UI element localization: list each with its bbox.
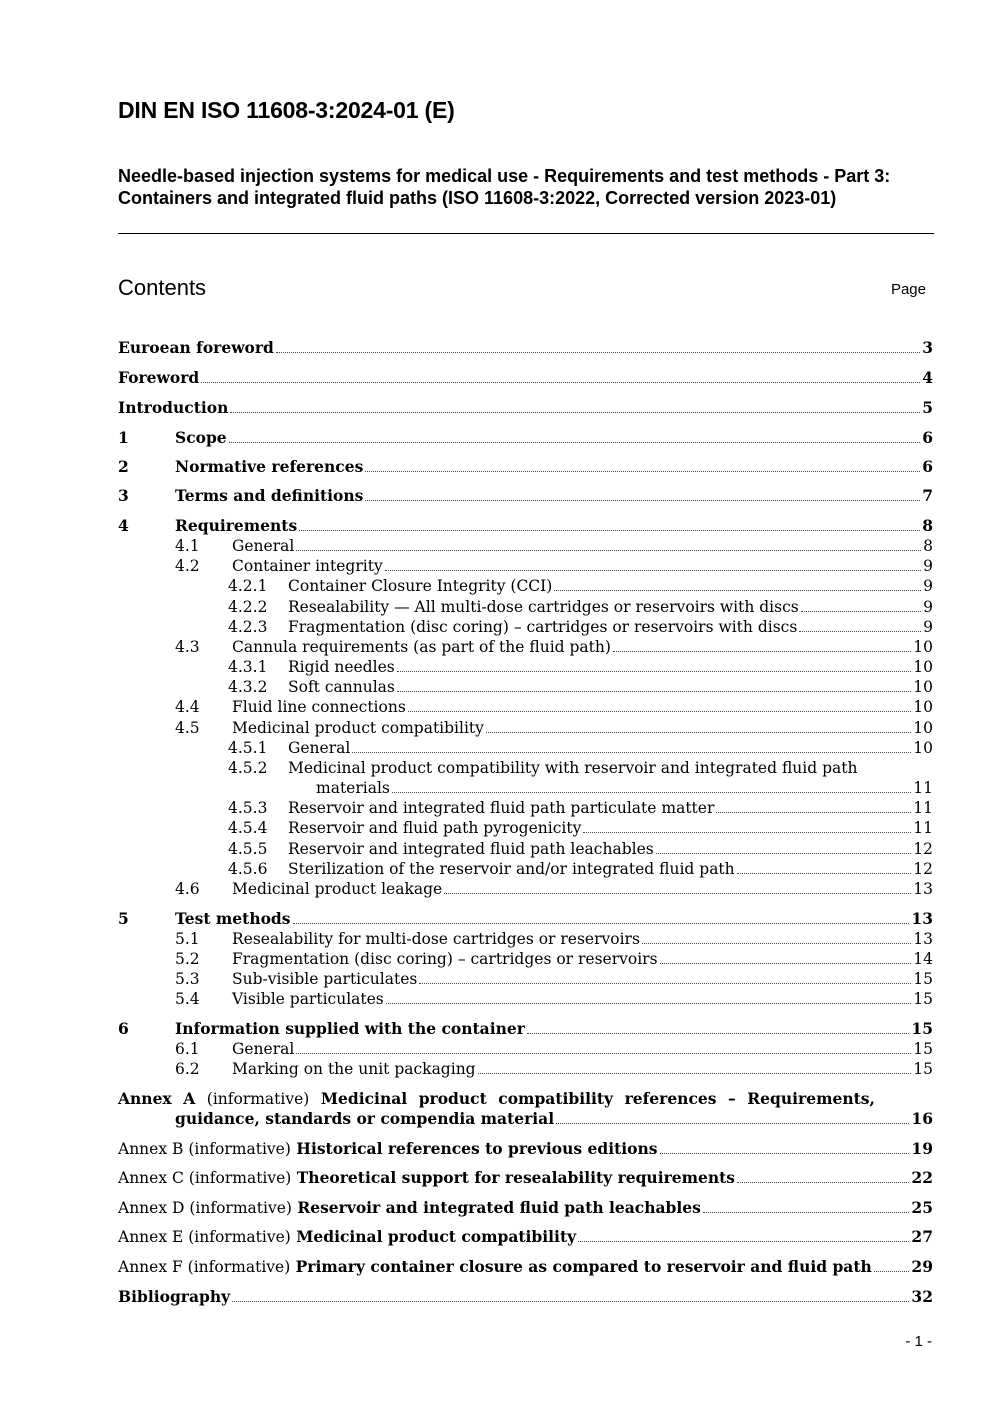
toc-page: 10 — [913, 698, 933, 716]
annex-word: – — [728, 1089, 736, 1108]
dot-leader — [296, 1039, 911, 1054]
toc-entry-4-5[interactable] — [118, 718, 933, 738]
page-number: - 1 - — [905, 1333, 932, 1350]
toc-entry-4-2-2[interactable] — [118, 597, 933, 617]
toc-title: General — [232, 537, 295, 555]
toc-entry-4-5-2-continued[interactable] — [118, 778, 933, 798]
toc-entry-annex-a[interactable] — [118, 1089, 875, 1109]
toc-page: 16 — [911, 1109, 933, 1128]
toc-entry-4-2-3[interactable] — [118, 617, 933, 637]
toc-number: 4.5.5 — [228, 840, 268, 858]
toc-title: Test methods — [175, 909, 291, 928]
toc-number: 4.2.3 — [228, 618, 268, 636]
toc-number: 6.2 — [175, 1060, 200, 1078]
toc-entry-5-2[interactable] — [118, 949, 933, 969]
toc-entry-6-2[interactable] — [118, 1059, 933, 1079]
toc-number: 5.2 — [175, 950, 200, 968]
toc-title: Foreword — [118, 368, 200, 387]
toc-title: Introduction — [118, 398, 229, 417]
toc-number: 4.2.1 — [228, 577, 268, 595]
toc-page: 10 — [913, 638, 933, 656]
toc-page: 27 — [911, 1227, 933, 1246]
toc-entry-4[interactable] — [118, 516, 933, 536]
toc-number: 3 — [118, 486, 129, 505]
dot-leader — [874, 1257, 910, 1272]
toc-page: 11 — [913, 799, 933, 817]
toc-entry-4-5-3[interactable] — [118, 798, 933, 818]
toc-title: Visible particulates — [232, 990, 384, 1008]
toc-title: Fluid line connections — [232, 698, 406, 716]
toc-number: 4.6 — [175, 880, 200, 898]
toc-entry-4-5-2[interactable] — [118, 758, 933, 778]
toc-entry-annex-d[interactable] — [118, 1198, 933, 1218]
toc-title: Reservoir and integrated fluid path leachables — [297, 1198, 701, 1217]
dot-leader — [397, 657, 912, 672]
annex-word: A — [183, 1089, 196, 1108]
annex-word: references — [624, 1089, 717, 1108]
toc-entry-annex-b[interactable] — [118, 1139, 933, 1159]
dot-leader — [801, 597, 921, 612]
toc-title: Medicinal product compatibility — [296, 1227, 577, 1246]
annex-prefix: Annex D (informative) — [118, 1199, 292, 1217]
toc-entry-4-6[interactable] — [118, 879, 933, 899]
toc-entry-6-1[interactable] — [118, 1039, 933, 1059]
toc-page: 9 — [923, 577, 933, 595]
toc-title: Soft cannulas — [288, 678, 395, 696]
dot-leader — [660, 949, 912, 964]
dot-leader — [478, 1059, 912, 1074]
toc-number: 4.3.1 — [228, 658, 268, 676]
annex-word: product — [418, 1089, 487, 1108]
toc-page: 10 — [913, 658, 933, 676]
toc-entry-5-3[interactable] — [118, 969, 933, 989]
toc-entry-annex-c[interactable] — [118, 1168, 933, 1188]
dot-leader — [229, 428, 921, 443]
toc-title: Sub-visible particulates — [232, 970, 418, 988]
toc-title: Information supplied with the container — [175, 1019, 525, 1038]
toc-entry-4-5-5[interactable] — [118, 839, 933, 859]
toc-page: 12 — [913, 860, 933, 878]
toc-page: 15 — [913, 990, 933, 1008]
toc-page: 22 — [911, 1168, 933, 1187]
dot-leader — [201, 368, 920, 383]
toc-page: 4 — [922, 368, 933, 387]
dot-leader — [660, 1139, 910, 1154]
dot-leader — [365, 457, 920, 472]
toc-number: 5.3 — [175, 970, 200, 988]
annex-prefix: Annex B (informative) — [118, 1140, 291, 1158]
annex-prefix: Annex E (informative) — [118, 1228, 291, 1246]
dot-leader — [419, 969, 911, 984]
toc-title: Cannula requirements (as part of the fluid path) — [232, 638, 611, 656]
toc-page: 13 — [913, 930, 933, 948]
contents-heading: Contents — [118, 275, 207, 300]
toc-title: Medicinal product compatibility — [232, 719, 484, 737]
toc-title: Fragmentation (disc coring) – cartridges or reservoirs with discs — [288, 618, 798, 636]
toc-page: 7 — [922, 486, 933, 505]
toc-entry-5[interactable] — [118, 909, 933, 929]
toc-page: 10 — [913, 739, 933, 757]
toc-number: 4.5 — [175, 719, 200, 737]
toc-title: Reservoir and integrated fluid path leachables — [288, 840, 654, 858]
dot-leader — [737, 859, 912, 874]
annex-word: (informative) — [206, 1090, 310, 1108]
toc-number: 2 — [118, 457, 129, 476]
toc-entry-4-5-4[interactable] — [118, 818, 933, 838]
title-rule — [118, 233, 934, 234]
toc-entry-1[interactable] — [118, 428, 933, 448]
toc-title: Marking on the unit packaging — [232, 1060, 476, 1078]
dot-leader — [444, 879, 911, 894]
toc-entry-5-4[interactable] — [118, 989, 933, 1009]
toc-number: 4.4 — [175, 698, 200, 716]
toc-page: 15 — [911, 1019, 933, 1038]
annex-prefix: Annex F (informative) — [118, 1258, 291, 1276]
dot-leader — [703, 1198, 910, 1213]
dot-leader — [293, 909, 910, 924]
toc-page: 9 — [923, 618, 933, 636]
toc-number: 4.3 — [175, 638, 200, 656]
toc-entry-bibliography[interactable] — [118, 1287, 933, 1307]
dot-leader — [799, 617, 921, 632]
dot-leader — [613, 637, 911, 652]
toc-title: Sterilization of the reservoir and/or integrated fluid path — [288, 860, 735, 878]
dot-leader — [386, 989, 912, 1004]
dot-leader — [556, 1109, 909, 1124]
toc-page: 13 — [913, 880, 933, 898]
toc-page: 9 — [923, 598, 933, 616]
dot-leader — [737, 1168, 909, 1183]
toc-title: Rigid needles — [288, 658, 395, 676]
toc-title: Container integrity — [232, 557, 383, 575]
toc-page: 3 — [922, 338, 933, 357]
toc-title: Medicinal product compatibility with reservoir and integrated fluid path — [288, 759, 858, 777]
toc-page: 6 — [922, 457, 933, 476]
toc-page: 15 — [913, 1060, 933, 1078]
toc-title: Normative references — [175, 457, 364, 476]
dot-leader — [656, 839, 912, 854]
toc-number: 4.3.2 — [228, 678, 268, 696]
toc-entry-european-foreword[interactable] — [118, 338, 933, 358]
toc-number: 4.5.1 — [228, 739, 268, 757]
document-subtitle: Needle-based injection systems for medical use - Requirements and test methods - Part 3: Containers and integrated fluid paths (ISO 11608-3:2022, Corrected version 2023-01) — [118, 166, 891, 208]
toc-number: 6 — [118, 1019, 129, 1038]
toc-number: 4.2 — [175, 557, 200, 575]
dot-leader — [365, 486, 920, 501]
toc-page: 9 — [923, 557, 933, 575]
toc-entry-4-3[interactable] — [118, 637, 933, 657]
dot-leader — [578, 1227, 909, 1242]
toc-title-continued: guidance, standards or compendia material — [175, 1109, 555, 1128]
page-column-heading: Page — [890, 281, 926, 298]
toc-title: Resealability for multi-dose cartridges or reservoirs — [232, 930, 640, 948]
toc-title: Medicinal product leakage — [232, 880, 443, 898]
dot-leader — [486, 718, 911, 733]
dot-leader — [716, 798, 911, 813]
dot-leader — [352, 738, 911, 753]
dot-leader — [554, 576, 921, 591]
toc-title: Primary container closure as compared to reservoir and fluid path — [295, 1257, 872, 1276]
toc-title: Historical references to previous editions — [296, 1139, 658, 1158]
toc-number: 4.5.6 — [228, 860, 268, 878]
toc-page: 12 — [913, 840, 933, 858]
toc-page: 10 — [913, 719, 933, 737]
toc-entry-4-5-1[interactable] — [118, 738, 933, 758]
toc-page: 6 — [922, 428, 933, 447]
toc-title: Container Closure Integrity (CCI) — [288, 577, 553, 595]
toc-page: 15 — [913, 1040, 933, 1058]
toc-number: 4.5.3 — [228, 799, 268, 817]
toc-page: 11 — [913, 819, 933, 837]
annex-word: Annex — [118, 1089, 172, 1108]
document-title: DIN EN ISO 11608-3:2024-01 (E) — [118, 97, 455, 123]
toc-page: 11 — [913, 779, 933, 797]
dot-leader — [296, 536, 921, 551]
dot-leader — [527, 1019, 910, 1034]
toc-number: 4.1 — [175, 537, 200, 555]
dot-leader — [408, 697, 911, 712]
toc-title: Scope — [175, 428, 227, 447]
annex-word: Requirements, — [747, 1089, 875, 1108]
toc-page: 13 — [911, 909, 933, 928]
toc-number: 1 — [118, 428, 129, 447]
toc-page: 8 — [923, 537, 933, 555]
toc-entry-4-4[interactable] — [118, 697, 933, 717]
dot-leader — [276, 338, 920, 353]
toc-number: 6.1 — [175, 1040, 200, 1058]
annex-word: compatibility — [498, 1089, 614, 1108]
toc-number: 4 — [118, 516, 129, 535]
toc-page: 19 — [911, 1139, 933, 1158]
toc-title: Reservoir and integrated fluid path particulate matter — [288, 799, 715, 817]
dot-leader — [392, 778, 911, 793]
toc-entry-foreword[interactable] — [118, 368, 933, 388]
toc-page: 10 — [913, 678, 933, 696]
toc-title: Euroean foreword — [118, 338, 274, 357]
dot-leader — [642, 929, 911, 944]
toc-entry-4-1[interactable] — [118, 536, 933, 556]
toc-title: General — [288, 739, 351, 757]
toc-title: Terms and definitions — [175, 486, 364, 505]
toc-entry-4-3-1[interactable] — [118, 657, 933, 677]
toc-title: General — [232, 1040, 295, 1058]
toc-entry-6[interactable] — [118, 1019, 933, 1039]
toc-title: Fragmentation (disc coring) – cartridges or reservoirs — [232, 950, 658, 968]
dot-leader — [230, 398, 920, 413]
dot-leader — [299, 516, 920, 531]
toc-page: 8 — [922, 516, 933, 535]
annex-word: Medicinal — [320, 1089, 408, 1108]
dot-leader — [583, 818, 911, 833]
toc-title: Theoretical support for resealability requirements — [296, 1168, 736, 1187]
toc-page: 29 — [911, 1257, 933, 1276]
toc-entry-annex-a-continued[interactable] — [118, 1109, 933, 1129]
toc-title: Reservoir and fluid path pyrogenicity — [288, 819, 582, 837]
toc-entry-5-1[interactable] — [118, 929, 933, 949]
dot-leader — [385, 556, 921, 571]
toc-number: 5.4 — [175, 990, 200, 1008]
toc-entry-2[interactable] — [118, 457, 933, 477]
toc-entry-4-5-6[interactable] — [118, 859, 933, 879]
toc-title: Resealability — All multi-dose cartridges or reservoirs with discs — [288, 598, 799, 616]
toc-page: 5 — [922, 398, 933, 417]
toc-title: Bibliography — [118, 1287, 231, 1306]
dot-leader — [397, 677, 911, 692]
toc-entry-4-2[interactable] — [118, 556, 933, 576]
toc-number: 4.5.2 — [228, 759, 268, 777]
toc-number: 4.2.2 — [228, 598, 268, 616]
toc-entry-4-3-2[interactable] — [118, 677, 933, 697]
toc-page: 32 — [911, 1287, 933, 1306]
toc-title: Requirements — [175, 516, 298, 535]
toc-entry-annex-e[interactable] — [118, 1227, 933, 1247]
toc-entry-3[interactable] — [118, 486, 933, 506]
toc-entry-4-2-1[interactable] — [118, 576, 933, 596]
toc-page: 15 — [913, 970, 933, 988]
toc-title-continued: materials — [316, 779, 390, 797]
toc-number: 5.1 — [175, 930, 200, 948]
toc-number: 4.5.4 — [228, 819, 268, 837]
toc-number: 5 — [118, 909, 129, 928]
toc-page: 25 — [911, 1198, 933, 1217]
toc-entry-introduction[interactable] — [118, 398, 933, 418]
toc-page: 14 — [913, 950, 933, 968]
toc-entry-annex-f[interactable] — [118, 1257, 933, 1277]
annex-prefix: Annex C (informative) — [118, 1169, 292, 1187]
dot-leader — [232, 1287, 909, 1302]
